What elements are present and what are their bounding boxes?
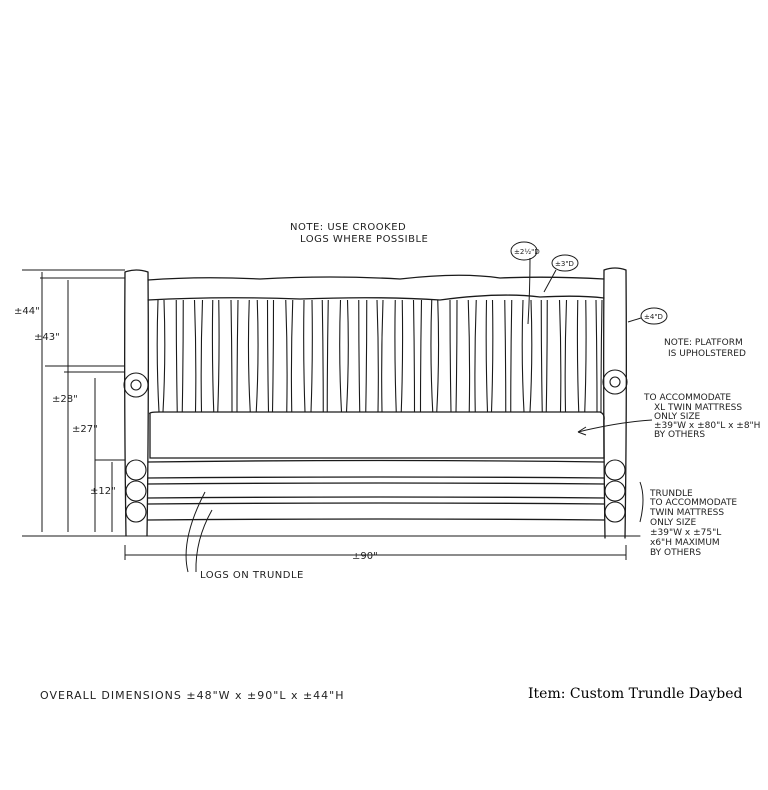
log-end-circle: [126, 460, 146, 480]
spindle: [395, 300, 403, 412]
spindle: [212, 300, 219, 412]
trundle-note-line5: ±39"W x ±75"L: [650, 528, 722, 538]
spindle: [231, 300, 238, 412]
spindle: [304, 300, 313, 412]
spindle: [486, 300, 493, 412]
log-end-circle: [126, 502, 146, 522]
spindle: [157, 300, 165, 412]
dim-43: ±43": [34, 332, 60, 343]
spindle: [359, 300, 367, 412]
log-end-circle: [605, 481, 625, 501]
top-rail: [148, 275, 604, 280]
log-end-circle: [605, 460, 625, 480]
logs-on-trundle-label: LOGS ON TRUNDLE: [200, 570, 304, 581]
upholstered-platform: [150, 412, 604, 458]
mattress-note-line5: BY OTHERS: [654, 430, 706, 440]
spindle: [248, 300, 258, 412]
spindle: [414, 300, 422, 412]
dim-12: ±12": [90, 486, 116, 497]
dim-28: ±28": [52, 394, 78, 405]
dim-90: ±90": [352, 551, 378, 562]
trundle-note-line1: TRUNDLE: [650, 489, 693, 499]
trundle-note-line4: ONLY SIZE: [650, 518, 697, 528]
spindle: [577, 300, 586, 412]
back-spindles: [157, 300, 602, 412]
dim-27: ±27": [72, 424, 98, 435]
trundle-note-line3: TWIN MATTRESS: [650, 508, 725, 518]
log-end-circle: [605, 502, 625, 522]
spindle: [596, 300, 602, 412]
platform-note-line1: NOTE: PLATFORM: [664, 338, 743, 348]
spindle: [522, 300, 532, 412]
overall-dimensions: OVERALL DIMENSIONS ±48"W x ±90"L x ±44"H: [40, 689, 345, 702]
spindle: [340, 300, 349, 412]
spindle: [450, 300, 457, 412]
spindle: [431, 300, 439, 412]
spindle: [322, 300, 328, 412]
mattress-note-line3: ONLY SIZE: [654, 412, 701, 422]
crooked-logs-note-line2: LOGS WHERE POSSIBLE: [300, 234, 429, 245]
mattress-note-line1: TO ACCOMMODATE: [644, 393, 732, 403]
log-end-circle: [126, 481, 146, 501]
spindle: [505, 300, 512, 412]
spindle: [377, 300, 383, 412]
platform-note-line2: IS UPHOLSTERED: [668, 349, 746, 359]
spindle: [468, 300, 476, 412]
trundle-rail: [148, 461, 604, 479]
spindle: [268, 300, 274, 412]
post-diameter-bubble: ±4"D: [644, 313, 663, 321]
trundle-note-line6: x6"H MAXIMUM: [650, 538, 720, 548]
top-rail-diameter-bubble: ±3"D: [555, 260, 574, 268]
mattress-note-line4: ±39"W x ±80"L x ±8"H: [654, 421, 761, 431]
dim-44: ±44": [14, 306, 40, 317]
item-title: Item: Custom Trundle Daybed: [528, 686, 743, 702]
rail-diameter-bubble: ±2½"D: [514, 248, 540, 256]
mattress-note-line2: XL TWIN MATTRESS: [654, 403, 743, 413]
log-end-circle: [124, 373, 148, 397]
spindle: [176, 300, 183, 412]
trundle-note-line7: BY OTHERS: [650, 548, 702, 558]
spindle: [286, 300, 293, 412]
crooked-logs-note-line1: NOTE: USE CROOKED: [290, 222, 407, 233]
spindle: [560, 300, 567, 412]
trundle-note-line2: TO ACCOMMODATE: [650, 498, 738, 508]
log-end-circle: [603, 370, 627, 394]
spindle: [541, 300, 547, 412]
spindle: [195, 300, 203, 412]
